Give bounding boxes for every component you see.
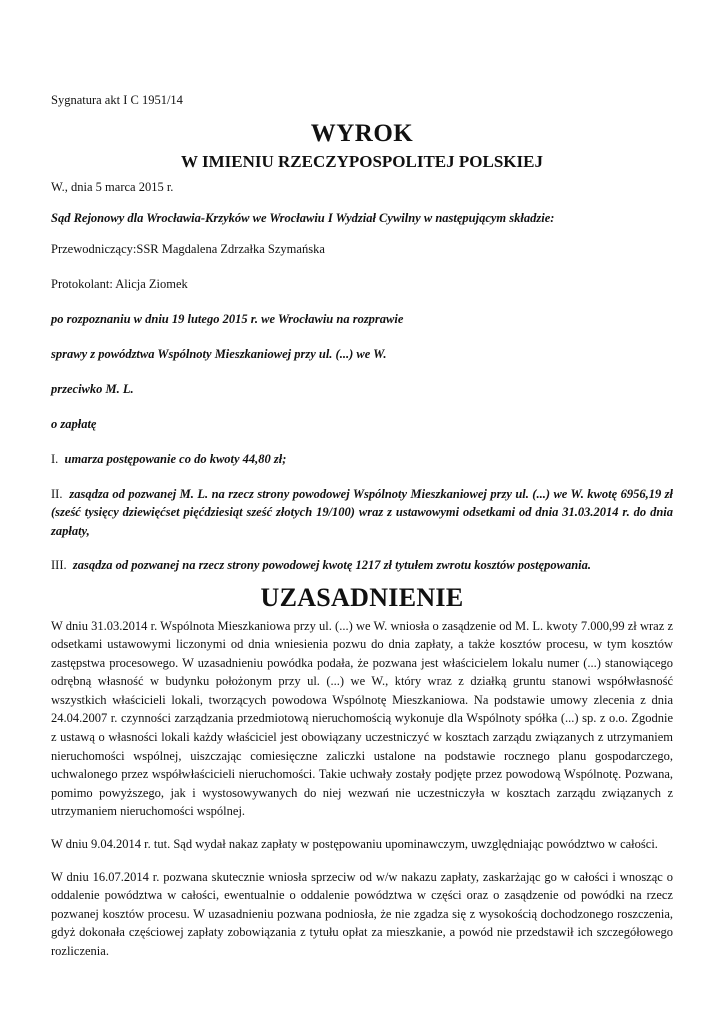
decision-item (51, 450, 673, 469)
court-composition: Sąd Rejonowy dla Wrocławia-Krzyków we Wrocławiu I Wydział Cywilny w następującym składzie: (51, 211, 555, 225)
decision-item (51, 485, 673, 541)
decision-number: I. (51, 452, 59, 466)
decision-text: zasądza od pozwanej M. L. na rzecz strony powodowej Wspólnoty Mieszkaniowej przy ul. (...) we W. kwotę 6956,19 zł (sześć tysięcy dziewięćset pięćdziesiąt sześć złotych 19/100) wraz z ustawowymi odsetkami od dnia 31.03.2014 r. do dnia zapłaty, (51, 486, 673, 538)
case-defendant: przeciwko M. L. (51, 382, 134, 396)
court-clerk: Protokolant: Alicja Ziomek (51, 277, 188, 291)
case-subject: o zapłatę (51, 417, 97, 431)
decision-number: III. (51, 558, 67, 572)
justification-paragraph: W dniu 31.03.2014 r. Wspólnota Mieszkaniowa przy ul. (...) we W. wniosła o zasądzenie od M. L. kwoty 7.000,99 zł wraz z odsetkami ustawowymi liczonymi od dnia wniesienia pozwu do dnia zapłaty, a także kosztów procesu, w tym kosztów zastępstwa procesowego. W uzasadnieniu powódka podała, że pozwana jest właścicielem lokalu numer (...) stanowiącego odrębną własność w budynku położonym przy ul. (...) we W., który wraz z działką gruntu stanowi współwłasność wszystkich właścicieli lokali, tworzących powodowa Wspólnotę Mieszkaniowa. Na podstawie umowy zlecenia z dnia 24.04.2007 r. czynności zarządzania przedmiotową nieruchomością wykonuje dla Wspólnoty spółka (...) sp. z o.o. Zgodnie z ustawą o własności lokali każdy właściciel jest obowiązany uczestniczyć w kosztach zarządu związanych z utrzymaniem nieruchomości wspólnej, uiszczając comiesięczne zaliczki ustalone na podstawie rocznego planu gospodarczego, uchwalonego przez współwłaścicieli nieruchomości. Takie uchwały zostały podjęte przez powodową Wspólnotę. Pozwana, pomimo powyższego, jak i wystosowywanych do niej wezwań nie uczestniczyła w kosztach zarządu związanych z utrzymaniem nieruchomości wspólnej. (51, 618, 673, 819)
hearing-info: po rozpoznaniu w dniu 19 lutego 2015 r. we Wrocławiu na rozprawie (51, 312, 404, 326)
presiding-judge: Przewodniczący:SSR Magdalena Zdrzałka Szymańska (51, 242, 325, 256)
case-signature: Sygnatura akt I C 1951/14 (51, 93, 183, 107)
judgment-document (51, 93, 673, 961)
case-plaintiff: sprawy z powództwa Wspólnoty Mieszkaniowej przy ul. (...) we W. (51, 347, 387, 361)
justification-paragraph: W dniu 16.07.2014 r. pozwana skutecznie wniosła sprzeciw od w/w nakazu zapłaty, zaskarżając go w całości i wnosząc o oddalenie powództwa w całości, ewentualnie o oddalenie powództwa w części oraz o zasądzenie od powódki na rzecz pozwanej kosztów procesu. W uzasadnieniu pozwana podniosła, że nie zgadza się z wysokością dochodzonego roszczenia, gdyż dokonała częściowej zapłaty zobowiązania z tytułu opłat za mieszkanie, a powód nie przedstawił ich szczegółowego rozliczenia. (51, 869, 673, 958)
decision-text: umarza postępowanie co do kwoty 44,80 zł; (64, 452, 287, 466)
decision-number: II. (51, 486, 63, 501)
decision-item (51, 556, 673, 575)
judgment-subtitle: W IMIENIU RZECZYPOSPOLITEJ POLSKIEJ (181, 152, 543, 171)
justification-paragraph: W dniu 9.04.2014 r. tut. Sąd wydał nakaz zapłaty w postępowaniu upominawczym, uwzględniając powództwo w całości. (51, 837, 658, 852)
decision-text: zasądza od pozwanej na rzecz strony powodowej kwotę 1217 zł tytułem zwrotu kosztów postępowania. (72, 558, 591, 572)
justification-title: UZASADNIENIE (260, 582, 464, 612)
place-date: W., dnia 5 marca 2015 r. (51, 180, 174, 194)
judgment-title: WYROK (310, 120, 414, 147)
